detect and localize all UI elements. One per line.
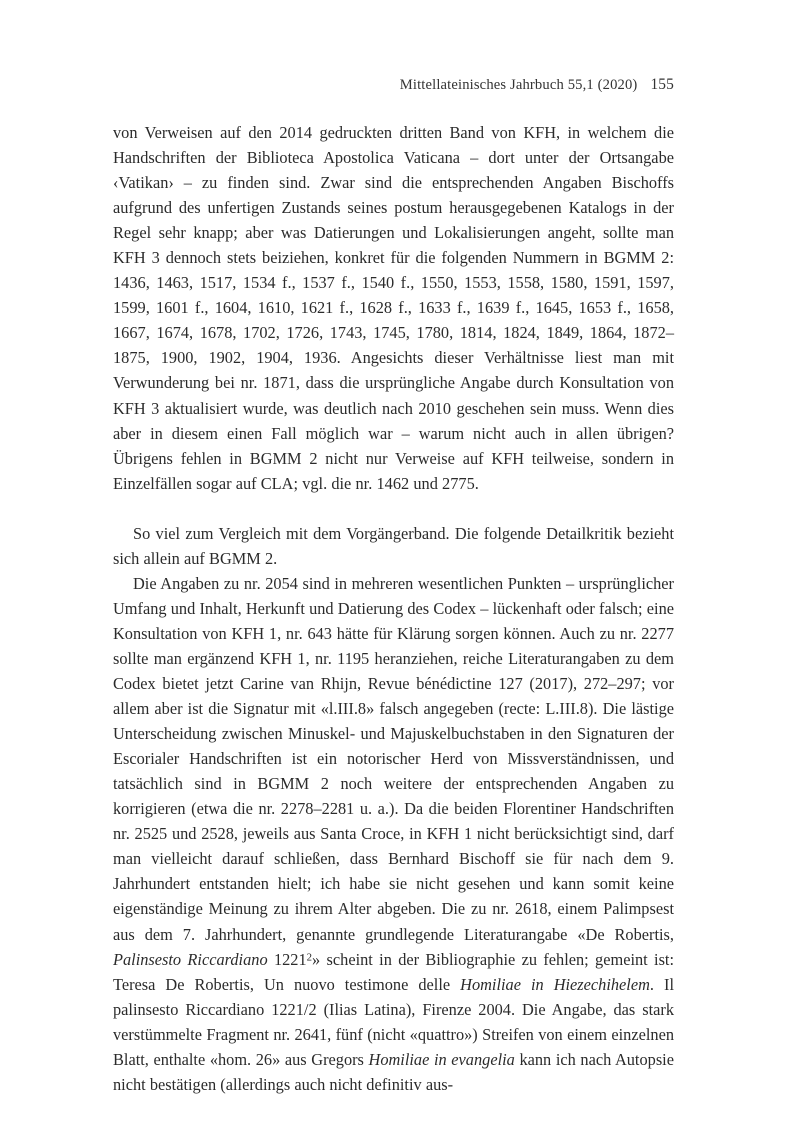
title-palinsesto-riccardiano: Palinsesto Riccardiano: [113, 949, 268, 969]
par3-segment-4: . Il palinsesto Riccardiano 1221/2 (Ilias Latina), Firenze 2004. Die Angabe, das stark verstümmelte Fragment nr. 2641, fünf (nicht «quattro») Streifen von einem einzelnen Blatt, enthalte «hom. 26» aus Gregors: [113, 974, 674, 1069]
paragraph-continuation: von Verweisen auf den 2014 gedruckten dritten Band von KFH, in welchem die Handschriften der Biblioteca Apostolica Vaticana – dort unter der Ortsangabe ‹Vatikan› – zu finden sind. Zwar sind die entsprechenden Angaben Bischoffs aufgrund des unfertigen Zustands seines postum herausgegebenen Katalogs in der Regel sehr knapp; aber was Datierungen und Lokalisierungen angeht, sollte man KFH 3 dennoch stets beiziehen, konkret für die folgenden Nummern in BGMM 2: 1436, 1463, 1517, 1534 f., 1537 f., 1540 f., 1550, 1553, 1558, 1580, 1591, 1597, 1599, 1601 f., 1604, 1610, 1621 f., 1628 f., 1633 f., 1639 f., 1645, 1653 f., 1658, 1667, 1674, 1678, 1702, 1726, 1743, 1745, 1780, 1814, 1824, 1849, 1864, 1872–1875, 1900, 1902, 1904, 1936. Angesichts dieser Verhältnisse liest man mit Verwunderung bei nr. 1871, dass die ursprüngliche Angabe durch Konsultation von KFH 3 aktualisiert wurde, was deutlich nach 2010 geschehen sein muss. Wenn dies aber in diesem einen Fall möglich war – warum nicht auch in allen übrigen? Übrigens fehlen in BGMM 2 nicht nur Verweise auf KFH teilweise, sondern in Einzelfällen sogar auf CLA; vgl. die nr. 1462 und 2775.: [113, 123, 674, 493]
paragraph-summary: So viel zum Vergleich mit dem Vorgängerband. Die folgende Detailkritik bezieht sich allein auf BGMM 2.: [113, 523, 674, 568]
par3-segment-1: Die Angaben zu nr. 2054 sind in mehreren wesentlichen Punkten – ursprünglicher Umfang und Inhalt, Herkunft und Datierung des Codex – lückenhaft oder falsch; eine Konsultation von KFH 1, nr. 643 hätte für Klärung sorgen können. Auch zu nr. 2277 sollte man ergänzend KFH 1, nr. 1195 heranziehen, reiche Literaturangaben zu dem Codex bietet jetzt Carine van Rhijn, Revue bénédictine 127 (2017), 272–297; vor allem aber ist die Signatur mit «l.III.8» falsch angegeben (recte: L.III.8). Die lästige Unterscheidung zwischen Minuskel- und Majuskelbuchstaben in den Signaturen der Escorialer Handschriften ist ein notorischer Herd von Missverständnissen, und tatsächlich sind in BGMM 2 noch weitere der entsprechenden Angaben zu korrigieren (etwa die nr. 2278–2281 u. a.). Da die beiden Florentiner Handschriften nr. 2525 und 2528, jeweils aus Santa Croce, in KFH 1 nicht berücksichtigt sind, darf man vielleicht darauf schließen, dass Bernhard Bischoff sie für nach dem 9. Jahrhundert entstanden hielt; ich habe sie nicht gesehen und kann somit keine eigenständige Meinung zu ihrem Alter abgeben. Die zu nr. 2618, einem Palimpsest aus dem 7. Jahrhundert, genannte grundlegende Literaturangabe «De Robertis,: [113, 573, 674, 944]
title-homiliae-in-evangelia: Homiliae in evangelia: [368, 1049, 515, 1069]
par3-segment-2: 1221: [267, 949, 307, 969]
running-head-journal-title: Mittellateinisches Jahrbuch 55,1 (2020): [399, 77, 638, 93]
footnote-marker: 2: [306, 951, 313, 964]
running-head: [113, 76, 674, 94]
page-number: 155: [650, 76, 674, 93]
title-homiliae-in-hiezechihelem: Homiliae in Hiezechihelem: [460, 974, 650, 994]
body-text-block: [113, 120, 674, 1097]
par3-segment-5: kann ich nach Autopsie nicht bestätigen (allerdings auch nicht definitiv aus-: [113, 1049, 674, 1094]
paragraph-detailed-critique: [113, 571, 674, 1097]
par3-segment-3: » scheint in der Bibliographie zu fehlen; gemeint ist: Teresa De Robertis, Un nuovo testimone delle: [113, 949, 675, 994]
